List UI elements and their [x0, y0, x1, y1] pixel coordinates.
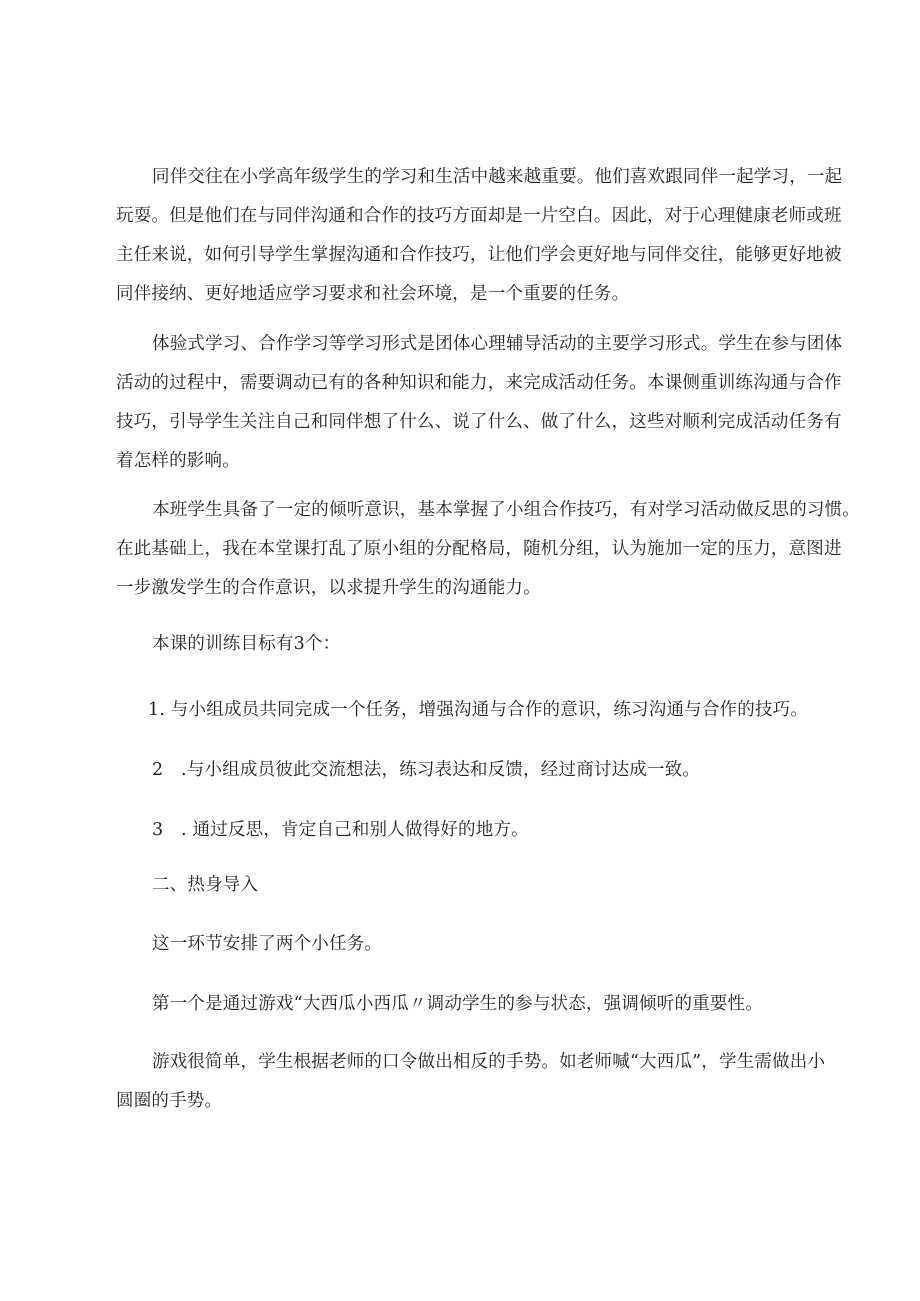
text-line: 一步激发学生的合作意识，以求提升学生的沟通能力。 [116, 578, 541, 598]
section-heading-warmup [152, 866, 852, 905]
text-line: 3 . 通过反思，肯定自己和别人做得好的地方。 [152, 820, 529, 840]
text-line: 同伴交往在小学高年级学生的学习和生活中越来越重要。他们喜欢跟同伴一起学习，一起 [152, 167, 843, 187]
text-line: 2 .与小组成员彼此交流想法，练习表达和反馈，经过商讨达成一致。 [152, 760, 701, 780]
text-line: 圆圈的手势。 [116, 1091, 223, 1111]
text-line: 玩耍。但是他们在与同伴沟通和合作的技巧方面却是一片空白。因此，对于心理健康老师或班 [116, 206, 842, 226]
paragraph-game-rules [116, 1043, 852, 1121]
text-line: 本课的训练目标有3个： [152, 634, 341, 654]
paragraph-class-situation [116, 491, 860, 608]
text-line: 体验式学习、合作学习等学习形式是团体心理辅导活动的主要学习形式。学生在参与团体 [152, 334, 843, 354]
text-line: 活动的过程中，需要调动已有的各种知识和能力，来完成活动任务。本课侧重训练沟通与合作 [116, 373, 842, 393]
text-line: 二、热身导入 [152, 875, 259, 895]
text-line: 同伴接纳、更好地适应学习要求和社会环境，是一个重要的任务。 [116, 284, 630, 304]
paragraph-goals-intro [152, 625, 852, 664]
goal-item-3 [152, 811, 852, 850]
paragraph-first-task [152, 985, 852, 1024]
goal-item-2 [152, 751, 852, 790]
text-line: 这一环节安排了两个小任务。 [152, 934, 383, 954]
goal-item-1 [148, 691, 848, 730]
text-line: 游戏很简单，学生根据老师的口令做出相反的手势。如老师喊“大西瓜”，学生需做出小 [152, 1052, 826, 1072]
text-line: 本班学生具备了一定的倾听意识，基本掌握了小组合作技巧，有对学习活动做反思的习惯。 [152, 500, 860, 520]
text-line: 第一个是通过游戏“大西瓜小西瓜〃调动学生的参与状态，强调倾听的重要性。 [152, 994, 763, 1014]
text-line: 1. 与小组成员共同完成一个任务，增强沟通与合作的意识，练习沟通与合作的技巧。 [148, 700, 809, 720]
paragraph-learning-forms [116, 325, 852, 481]
text-line: 主任来说，如何引导学生掌握沟通和合作技巧，让他们学会更好地与同伴交往，能够更好地被 [116, 245, 842, 265]
text-line: 技巧，引导学生关注自己和同伴想了什么、说了什么、做了什么，这些对顺利完成活动任务有 [116, 412, 842, 432]
text-line: 着怎样的影响。 [116, 451, 240, 471]
paragraph-peer-interaction [116, 158, 852, 314]
text-line: 在此基础上，我在本堂课打乱了原小组的分配格局，随机分组，认为施加一定的压力，意图进 [116, 539, 842, 559]
paragraph-two-tasks [152, 925, 852, 964]
